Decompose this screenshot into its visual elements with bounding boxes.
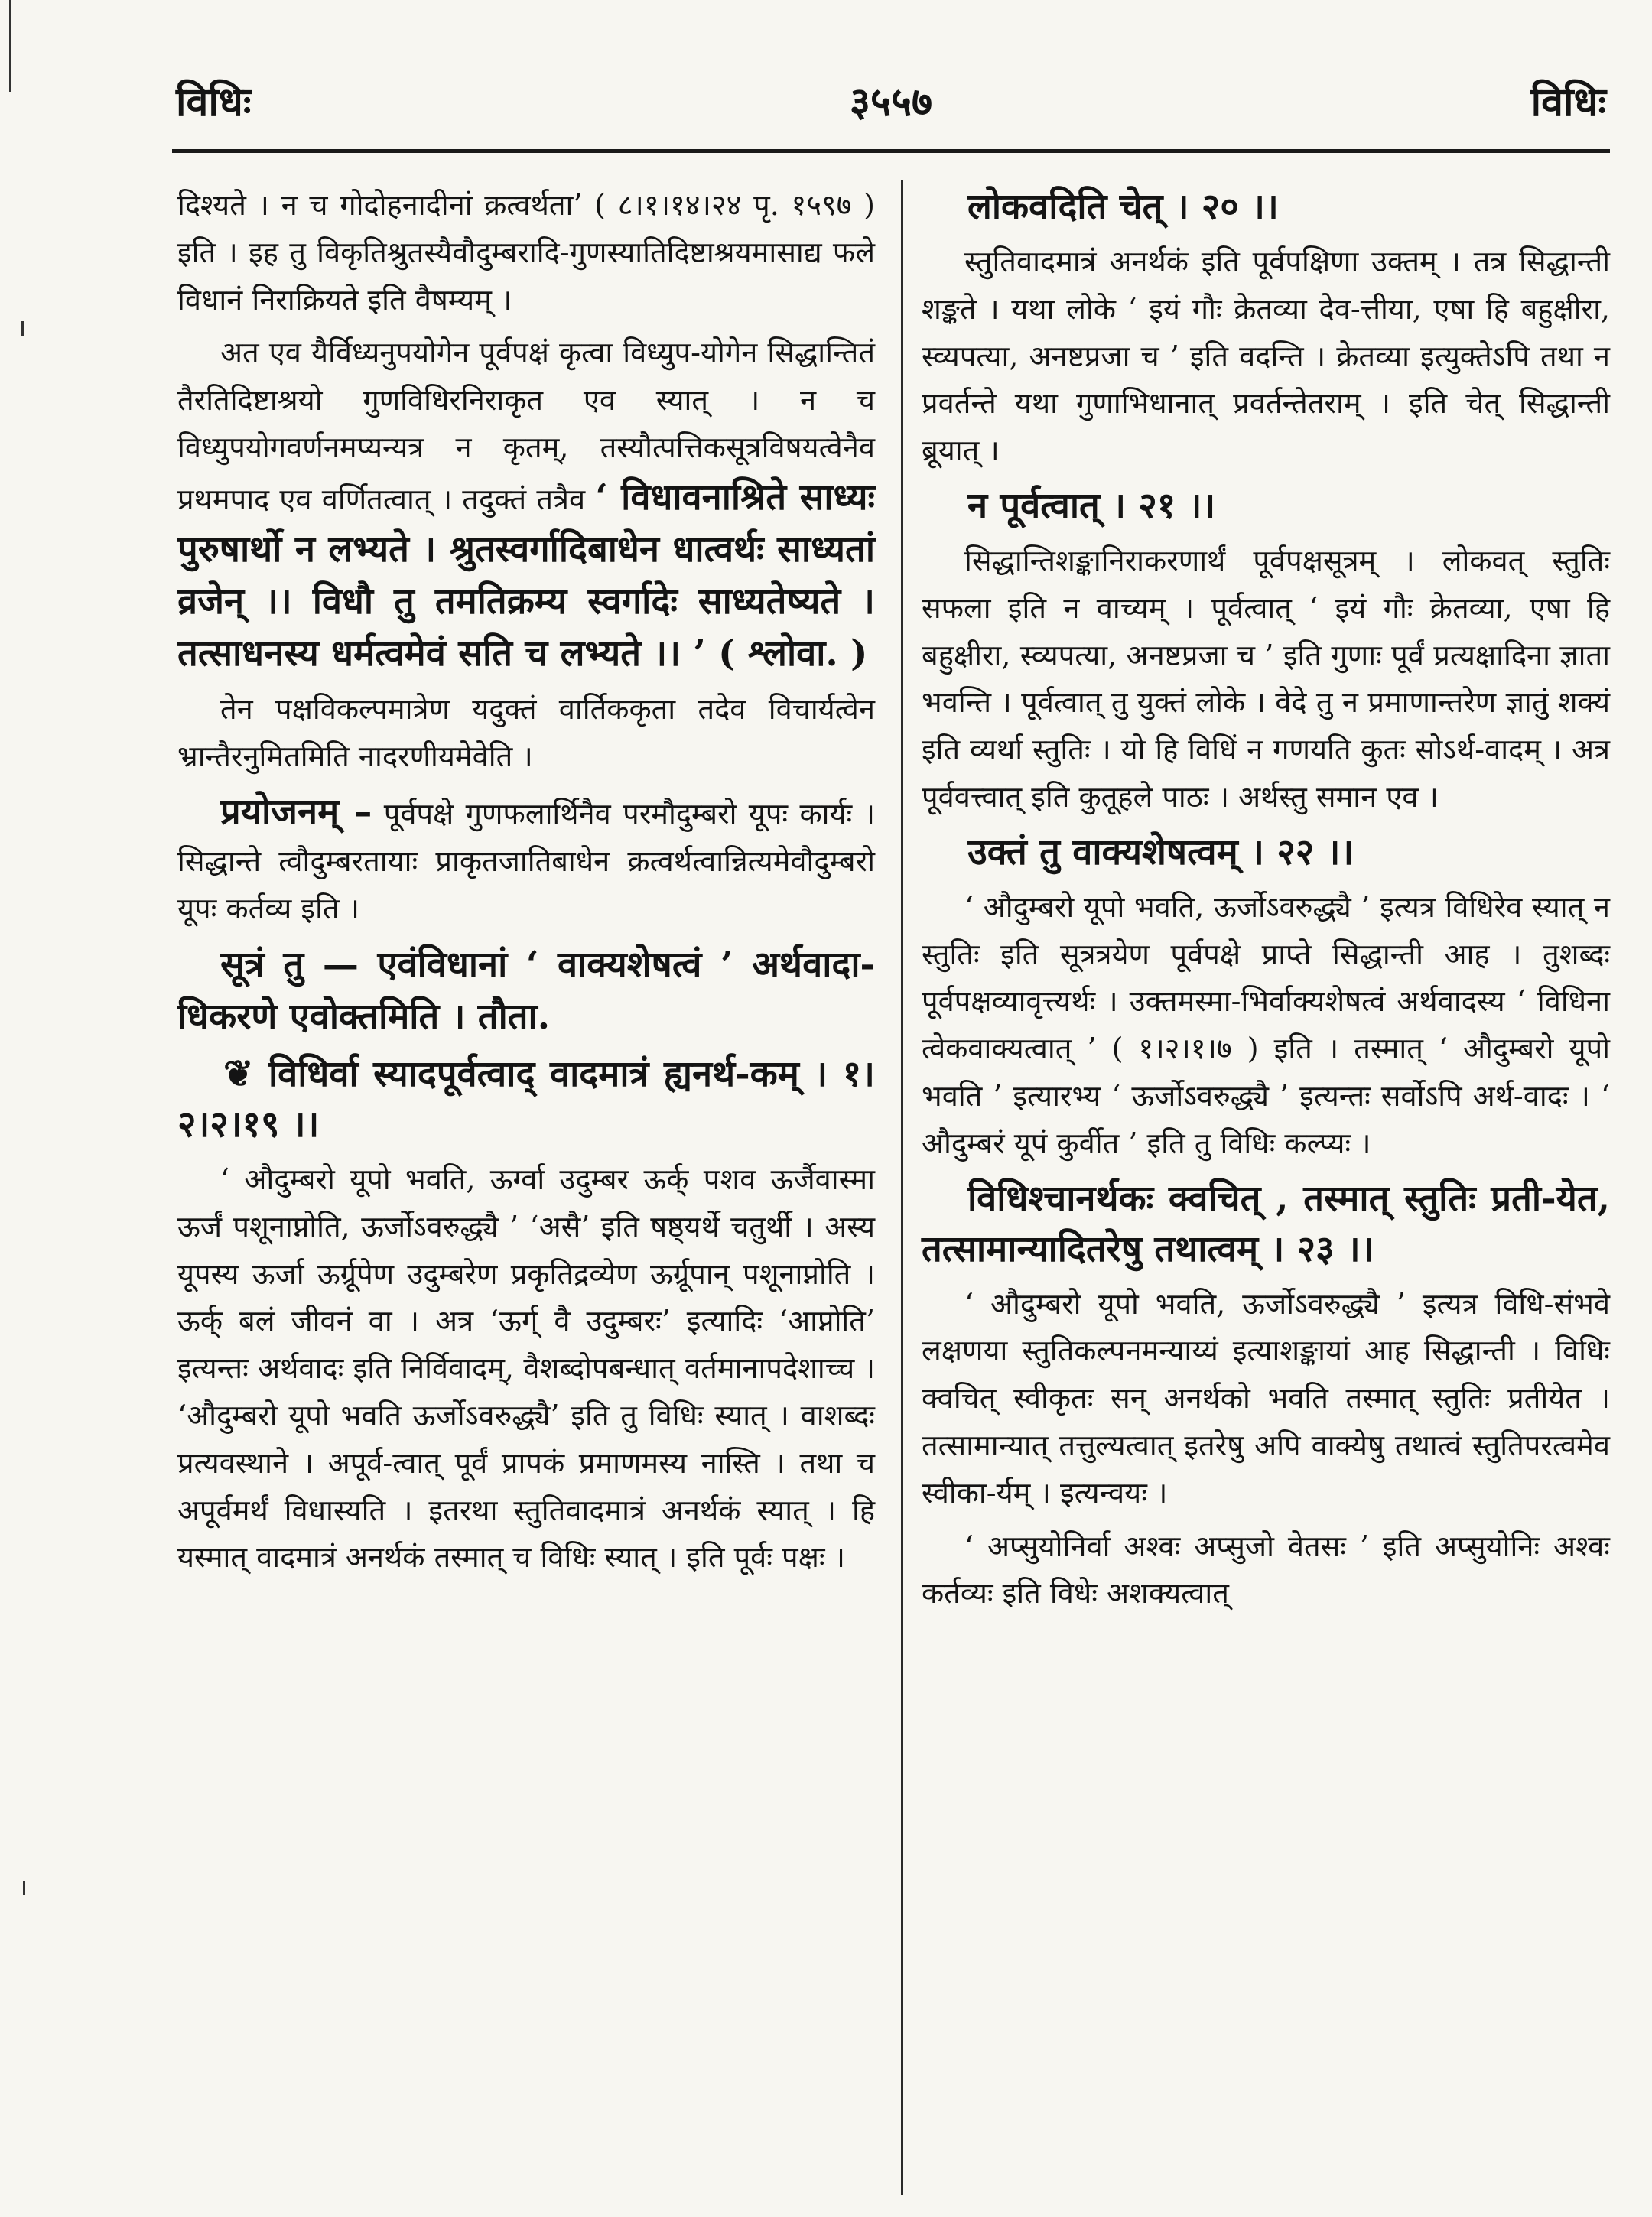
sutra-heading: न पूर्वत्वात् । २१ ।। [967, 484, 1216, 527]
paragraph: दिश्यते । न च गोदोहनादीनां क्रत्वर्थता’ ( ८।१।१४।२४ पृ. १५९७ ) इति । इह तु विकृतिश्रुतस्यैवौदुम्बरादि-गुणस्यातिदिष्टाश्रयमासाद्य फले विधानं निराक्रियते इति वैषम्यम् । [177, 188, 875, 317]
column-divider [901, 180, 903, 2195]
paragraph: सिद्धान्तिशङ्कानिराकरणार्थं पूर्वपक्षसूत्रम् । लोकवत् स्तुतिः सफला इति न वाच्यम् । पूर्वत्वात् ‘ इयं गौः क्रेतव्या, एषा हि बहुक्षीरा, स्व्यपत्या, अनष्टप्रजा च ’ इति गुणाः पूर्वं प्रत्यक्षादिना ज्ञाता भवन्ति । पूर्वत्वात् तु युक्तं लोके । वेदे तु न प्रमाणान्तरेण ज्ञातुं शक्यं इति व्यर्था स्तुतिः । यो हि विधिं न गणयति कुतः सोऽर्थ-वादम् । अत्र पूर्ववत्त्वात् इति कुतूहले पाठः । अर्थस्तु समान एव । [922, 543, 1610, 814]
paragraph: ‘ औदुम्बरो यूपो भवति, ऊर्जोऽवरुद्ध्यै ’ इत्यत्र विधिरेव स्यात् न स्तुतिः इति सूत्रत्रयेण पूर्वपक्षे प्राप्ते सिद्धान्ती आह । तुशब्दः पूर्वपक्षव्यावृत्त्यर्थः । उक्तमस्मा-भिर्वाक्यशेषत्वं अर्थवादस्य ‘ विधिना त्वेकवाक्यत्वात् ’ ( १।२।१।७ ) इति । तस्मात् ‘ औदुम्बरो यूपो भवति ’ इत्यारभ्य ‘ ऊर्जोऽवरुद्ध्यै ’ इत्यन्तः सर्वोऽपि अर्थ-वादः । ‘ औदुम्बरं यूपं कुर्वीत ’ इति तु विधिः कल्प्यः । [922, 889, 1610, 1160]
verse-quote: ‘ विधावनाश्रिते साध्यः पुरुषार्थो न लभ्यते । श्रुतस्वर्गादिबाधेन धात्वर्थः साध्यतां व्रजेन् ।। विधौ तु तमतिक्रम्य स्वर्गादेः साध्यतेष्यते । तत्साधनस्य धर्मत्वमेवं सति च लभ्यते ।। ’ ( श्लोवा. ) [177, 476, 875, 675]
page-number: ३५५७ [849, 79, 933, 125]
paragraph-text: एवंविधानां ‘ वाक्यशेषत्वं ’ अर्थवादा-धिकरणे एवोक्तमिति । तौता. [177, 943, 876, 1038]
header-right-title: विधिः [1530, 79, 1606, 125]
left-column [177, 182, 875, 1588]
sutra-heading: ❦ विधिर्वा स्यादपूर्वत्वाद् वादमात्रं ह्यनर्थ-कम् । १।२।२।१९ ।। [177, 1052, 875, 1146]
header-rule [172, 149, 1610, 153]
paragraph: तेन पक्षविकल्पमात्रेण यदुक्तं वार्तिककृता तदेव विचार्यत्वेन भ्रान्तैरनुमितमिति नादरणीयमेवेति । [177, 691, 875, 773]
paragraph: ‘ अप्सुयोनिर्वा अश्वः अप्सुजो वेतसः ’ इति अप्सुयोनिः अश्वः कर्तव्यः इति विधेः अशक्यत्वात् [922, 1529, 1610, 1611]
right-column [922, 182, 1610, 1624]
sutra-heading: उक्तं तु वाक्यशेषत्वम् । २२ ।। [967, 831, 1354, 873]
scan-edge-mark [21, 321, 24, 336]
paragraph [177, 939, 875, 1043]
scan-edge-mark [23, 1881, 25, 1895]
sutra-marker-icon: ❦ [223, 1052, 268, 1095]
header-left-title: विधिः [176, 79, 252, 125]
paragraph: स्तुतिवादमात्रं अनर्थकं इति पूर्वपक्षिणा उक्तम् । तत्र सिद्धान्ती शङ्कते । यथा लोके ‘ इयं गौः क्रेतव्या देव-त्तीया, एषा हि बहुक्षीरा, स्व्यपत्या, अनष्टप्रजा च ’ इति वदन्ति । क्रेतव्या इत्युक्तेऽपि तथा न प्रवर्तन्ते यथा गुणाभिधानात् प्रवर्तन्तेतराम् । इति चेत् सिद्धान्ती ब्रूयात् । [922, 245, 1610, 468]
paragraph: ‘ औदुम्बरो यूपो भवति, ऊर्जोऽवरुद्ध्यै ’ इत्यत्र विधि-संभवे लक्षणया स्तुतिकल्पनमन्याय्यं इत्याशङ्कायां आह सिद्धान्ती । विधिः क्वचित् स्वीकृतः सन् अनर्थको भवति तस्मात् स्तुतिः प्रतीयेत । तत्सामान्यात् तत्तुल्यत्वात् इतरेषु अपि वाक्येषु तथात्वं स्तुतिपरत्वमेव स्वीका-र्यम् । इत्यन्वयः । [922, 1286, 1610, 1510]
paragraph-text: अत एव यैर्विध्यनुपयोगेन पूर्वपक्षं कृत्वा विध्युप-योगेन सिद्धान्तितं तैरतिदिष्टाश्रयो गुणविधिरनिराकृत एव स्यात् । न च विध्युपयोगवर्णनमप्यन्यत्र न कृतम्, तस्यौत्पत्तिकसूत्रविषयत्वेनैव प्रथमपाद एव वर्णितत्वात् । तदुक्तं तत्रैव [177, 336, 875, 516]
page-header [176, 73, 1606, 142]
paragraph-heading: प्रयोजनम् – [220, 791, 372, 834]
paragraph-text: पूर्वपक्षे गुणफलार्थिनैव परमौदुम्बरो यूपः कार्यः । सिद्धान्ते त्वौदुम्बरतायाः प्राकृतजातिबाधेन क्रत्वर्थत्वान्नित्यमेवौदुम्बरो यूपः कर्तव्य इति । [177, 797, 875, 926]
paragraph: ‘ औदुम्बरो यूपो भवति, ऊर्ग्वा उदुम्बर ऊर्क् पशव ऊर्जैवास्मा ऊर्जं पशूनाप्नोति, ऊर्जोऽवरुद्ध्यै ’ ‘असै’ इति षष्ठ्यर्थे चतुर्थी । अस्य यूपस्य ऊर्जा ऊर्ग्रूपेण उदुम्बरेण प्रकृतिद्रव्येण ऊर्ग्रूपान् पशूनाप्नोति । ऊर्क् बलं जीवनं वा । अत्र ‘ऊर्ग् वै उदुम्बरः’ इत्यादिः ‘आप्नोति’ इत्यन्तः अर्थवादः इति निर्विवादम्, वैशब्दोपबन्धात् वर्तमानापदेशाच्च । ‘औदुम्बरो यूपो भवति ऊर्जोऽवरुद्ध्यै’ इति तु विधिः स्यात् । वाशब्दः प्रत्यवस्थाने । अपूर्व-त्वात् पूर्वं प्रापकं प्रमाणमस्य नास्ति । तथा च अपूर्वमर्थं विधास्यति । इतरथा स्तुतिवादमात्रं अनर्थकं स्यात् । हि यस्मात् वादमात्रं अनर्थकं तस्मात् च विधिः स्यात् । इति पूर्वः पक्षः । [177, 1162, 875, 1575]
paragraph-heading: सूत्रं तु — [220, 943, 359, 986]
sutra-heading: लोकवदिति चेत् । २० ।। [967, 186, 1279, 228]
sutra-heading: विधिश्चानर्थकः क्वचित् , तस्मात् स्तुतिः प्रती-येत, तत्सामान्यादितरेषु तथात्वम् । २३ ।। [922, 1177, 1610, 1270]
paragraph [177, 330, 875, 679]
scan-edge-mark [9, 0, 11, 92]
paragraph [177, 786, 875, 933]
